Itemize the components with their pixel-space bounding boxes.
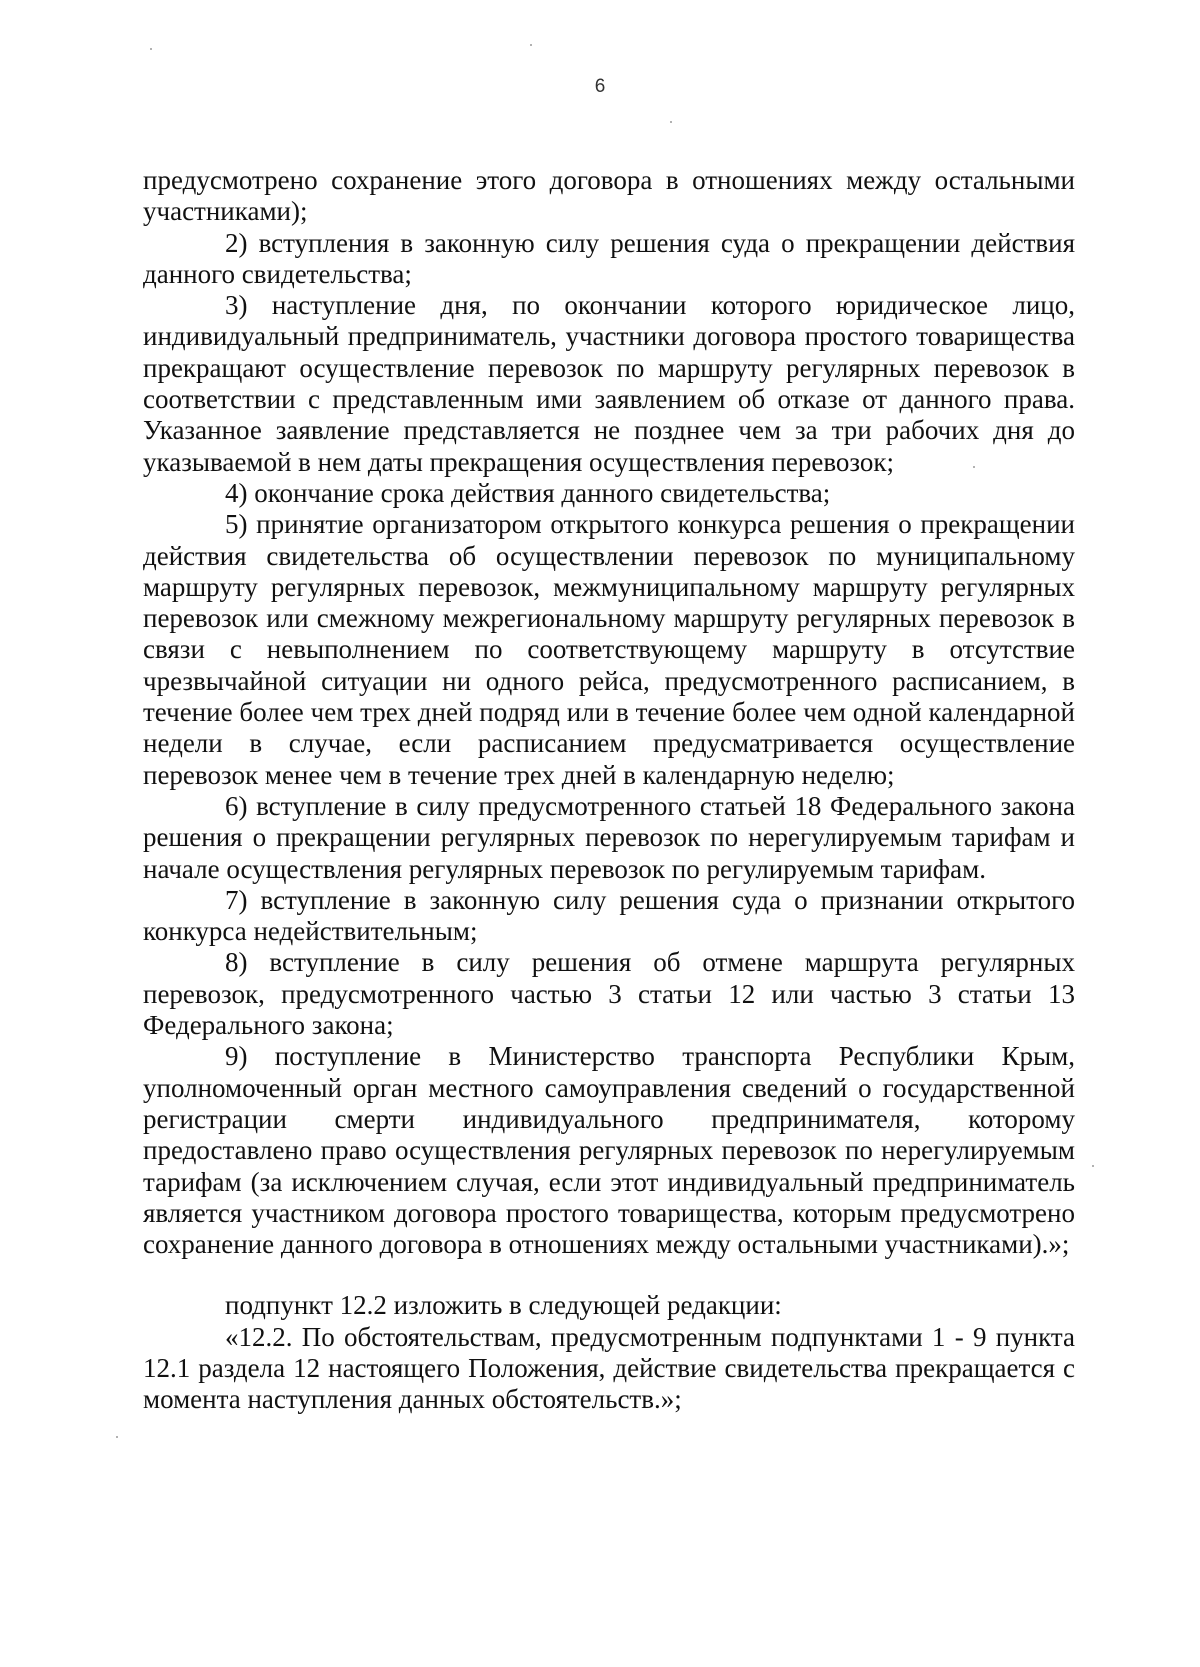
scan-speck — [1092, 1165, 1094, 1167]
scan-speck — [116, 1436, 118, 1438]
document-body — [143, 165, 1075, 1416]
paragraph-continuation: предусмотрено сохранение этого договора в отношениях между остальными участниками); — [143, 165, 1075, 227]
paragraph-item-4: 4) окончание срока действия данного свидетельства; — [225, 477, 831, 508]
paragraph-item-7: 7) вступление в законную силу решения суда о признании открытого конкурса недействительным; — [143, 884, 1075, 947]
paragraph-item-2: 2) вступления в законную силу решения суда о прекращении действия данного свидетельства; — [143, 227, 1075, 289]
scan-speck — [150, 48, 152, 50]
page-number: 6 — [594, 76, 606, 97]
paragraph-item-6: 6) вступление в силу предусмотренного статьей 18 Федерального закона решения о прекращении регулярных перевозок по нерегулируемым тарифам и начале осуществления регулярных перевозок по регулируемым тарифам. — [143, 790, 1075, 884]
paragraph-item-5: 5) принятие организатором открытого конкурса решения о прекращении действия свидетельства об осуществлении перевозок по муниципальному маршруту регулярных перевозок, межмуниципальному маршруту регулярных перевозок или смежному межрегиональному маршруту регулярных перевозок в связи с невыполнением по соответствующему маршруту в отсутствие чрезвычайной ситуации ни одного рейса, предусмотренного расписанием, в течение более чем трех дней подряд или в течение более чем одной календарной недели в случае, если расписанием предусматривается осуществление перевозок менее чем в течение трех дней в календарную неделю; — [143, 509, 1075, 790]
scan-speck — [670, 121, 672, 123]
paragraph-item-8: 8) вступление в силу решения об отмене маршрута регулярных перевозок, предусмотренного частью 3 статьи 12 или частью 3 статьи 13 Федерального закона; — [143, 947, 1075, 1041]
paragraph-item-9: 9) поступление в Министерство транспорта Республики Крым, уполномоченный орган местного самоуправления сведений о государственной регистрации смерти индивидуального предпринимателя, которому предоставлено право осуществления регулярных перевозок по нерегулируемым тарифам (за исключением случая, если этот индивидуальный предприниматель является участником договора простого товарищества, которым предусмотрено сохранение данного договора в отношениях между остальными участниками).»; — [143, 1041, 1075, 1260]
scan-speck — [530, 44, 532, 46]
paragraph-subclause-intro: подпункт 12.2 изложить в следующей редакции: — [225, 1290, 782, 1321]
paragraph-item-3: 3) наступление дня, по окончании которого юридическое лицо, индивидуальный предприниматель, участники договора простого товарищества прекращают осуществление перевозок по маршруту регулярных перевозок в соответствии с представленным ими заявлением об отказе от данного права. Указанное заявление представляется не позднее чем за три рабочих дня до указываемой в нем даты прекращения осуществления перевозок; — [143, 290, 1075, 477]
scan-speck — [973, 466, 975, 468]
paragraph-subclause-12-2: «12.2. По обстоятельствам, предусмотренным подпунктами 1 - 9 пункта 12.1 раздела 12 настоящего Положения, действие свидетельства прекращается с момента наступления данных обстоятельств.»; — [143, 1321, 1075, 1415]
